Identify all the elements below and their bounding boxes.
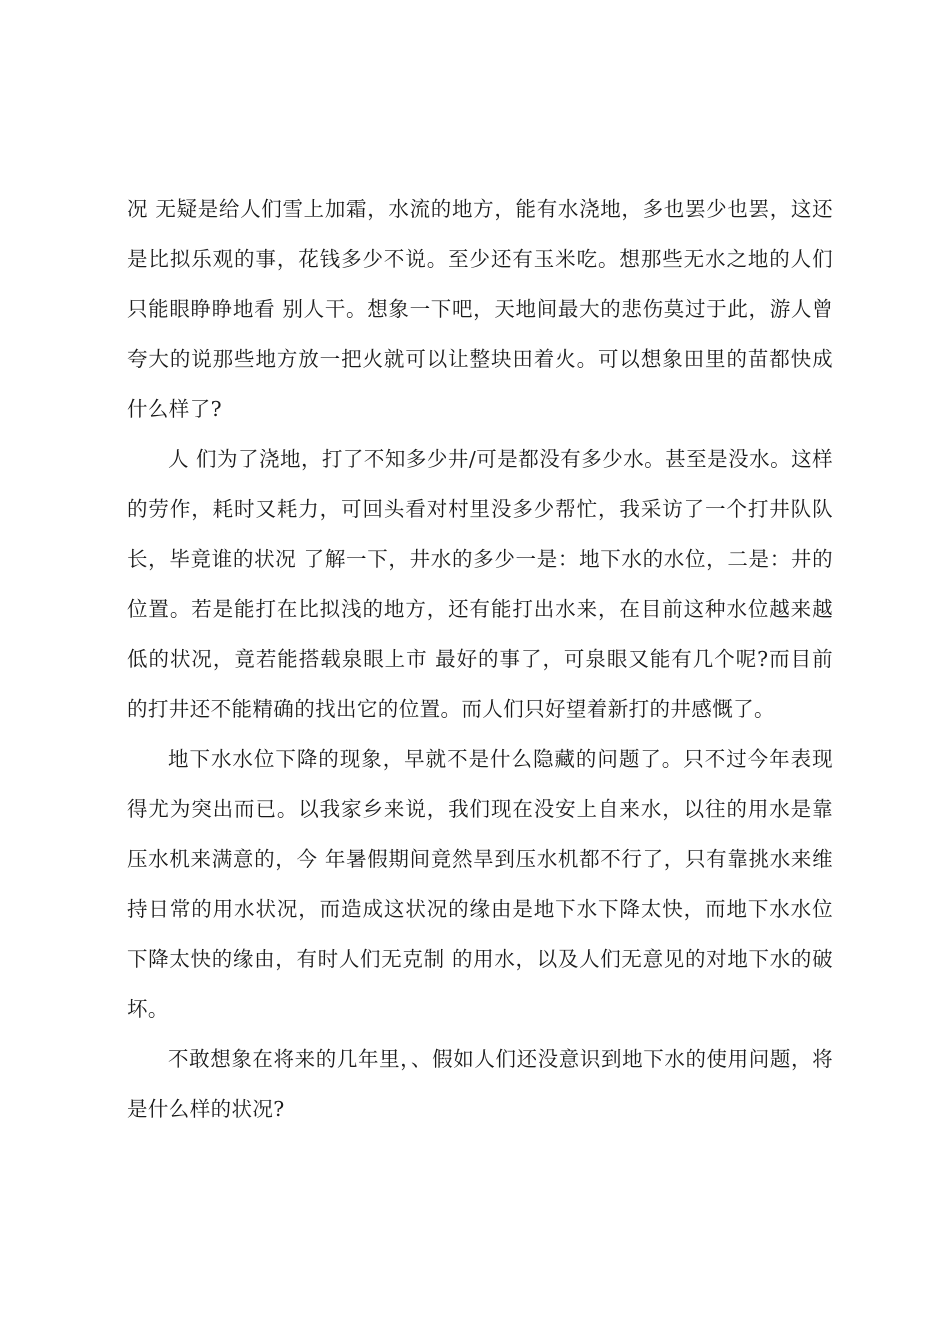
paragraph-3: 地下水水位下降的现象，早就不是什么隐藏的问题了。只不过今年表现得尤为突出而已。以我家乡来说，我们现在没安上自来水，以往的用水是靠压水机来满意的，今 年暑假期间竟然旱到压水机都不行了，只有靠挑水来维持日常的用水状况，而造成这状况的缘由是地下水下降太快，而地下水水位下降太快的缘由，有时人们无克制 的用水，以及人们无意见的对地下水的破坏。 — [127, 747, 833, 1021]
paragraph-4: 不敢想象在将来的几年里，、假如人们还没意识到地下水的使用问题，将是什么样的状况? — [127, 1047, 833, 1121]
paragraph-1: 况 无疑是给人们雪上加霜，水流的地方，能有水浇地，多也罢少也罢，这还是比拟乐观的事，花钱多少不说。至少还有玉米吃。想那些无水之地的人们只能眼睁睁地看 别人干。想象一下吧，天地间最大的悲伤莫过于此，游人曾夸大的说那些地方放一把火就可以让整块田着火。可以想象田里的苗都快成什么样了? — [127, 197, 833, 421]
paragraph-2: 人 们为了浇地，打了不知多少井/可是都没有多少水。甚至是没水。这样的劳作，耗时又耗力，可回头看对村里没多少帮忙，我采访了一个打井队队长，毕竟谁的状况 了解一下，井水的多少一是：地下水的水位，二是：井的位置。若是能打在比拟浅的地方，还有能打出水来，在目前这种水位越来越低的状况，竟若能搭载泉眼上市 最好的事了，可泉眼又能有几个呢?而目前的打井还不能精确的找出它的位置。而人们只好望着新打的井感慨了。 — [127, 447, 833, 721]
document-body — [127, 184, 833, 1134]
